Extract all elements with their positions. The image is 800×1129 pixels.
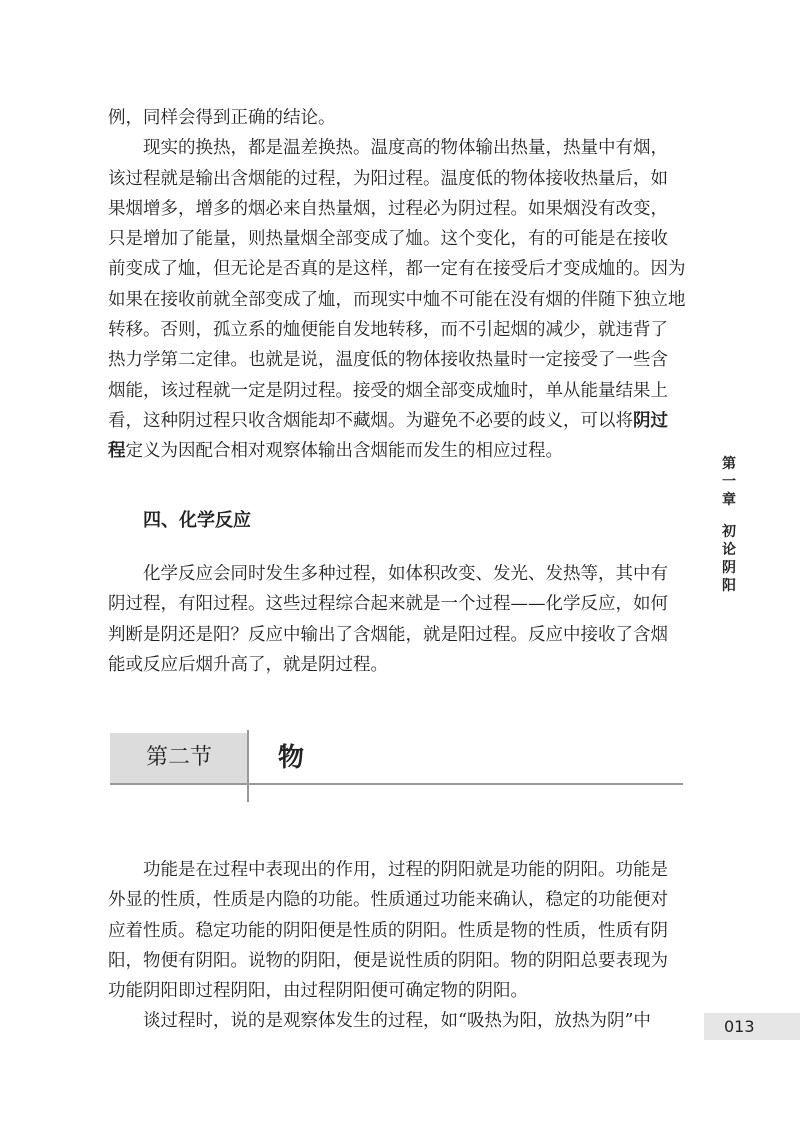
text-line: 现实的换热，都是温差换热。温度高的物体输出热量，热量中有烟， — [143, 138, 668, 159]
chapter-gap — [716, 509, 742, 523]
text-line: 谈过程时，说的是观察体发生的过程，如“吸热为阳，放热为阴”中 — [143, 1011, 651, 1032]
text-line: 能或反应后烟升高了，就是阴过程。 — [108, 654, 388, 675]
body-paragraphs-top — [108, 103, 684, 467]
chapter-title-char: 论 — [722, 542, 736, 558]
text-run: 定义为因配合相对观察体输出含烟能而发生的相应过程。 — [125, 441, 563, 462]
text-line: 前变成了烅，但无论是否真的是这样，都一定有在接受后才变成烅的。因为 — [108, 259, 686, 280]
section-label: 第二节 — [145, 745, 212, 770]
section-title: 物 — [278, 743, 305, 773]
text-line: 判断是阴还是阳？反应中输出了含烟能，就是阳过程。反应中接收了含烟 — [108, 624, 668, 645]
bold-term: 程 — [108, 441, 126, 462]
bold-term: 阴过 — [633, 410, 668, 431]
section-label-box — [110, 733, 248, 783]
text-line: 果烟增多，增多的烟必来自热量烟，过程必为阴过程。如果烟没有改变， — [108, 198, 668, 219]
text-line: 阳，物便有阴阳。说物的阴阳，便是说性质的阴阳。物的阴阳总要表现为 — [108, 950, 668, 971]
text-line: 热力学第二定律。也就是说，温度低的物体接收热量时一定接受了一些含 — [108, 350, 668, 371]
chapter-char: 章 — [722, 492, 736, 508]
section-four-paragraph — [108, 559, 684, 680]
chapter-char: 第 — [722, 456, 736, 472]
page-number: 013 — [704, 1013, 800, 1040]
text-line: 功能阴阳即过程阴阳，由过程阴阳便可确定物的阴阳。 — [108, 981, 528, 1002]
section-heading: 四、化学反应 — [143, 510, 251, 531]
chapter-title-char: 初 — [722, 524, 736, 540]
chapter-sidebar — [716, 455, 742, 595]
chapter-title-char: 阳 — [722, 578, 736, 594]
text-line: 如果在接收前就全部变成了烅，而现实中烅不可能在没有烟的伴随下独立地 — [108, 289, 686, 310]
text-line: 转移。否则，孤立系的烅便能自发地转移，而不引起烟的减少，就违背了 — [108, 320, 668, 341]
section-divider-vertical — [247, 730, 249, 802]
text-line: 应着性质。稳定功能的阴阳便是性质的阴阳。性质是物的性质，性质有阴 — [108, 920, 668, 941]
text-run: 看，这种阴过程只收含烟能却不藏烟。为避免不必要的歧义，可以将 — [108, 410, 633, 431]
section-divider-horizontal — [110, 783, 683, 785]
text-line: 只是增加了能量，则热量烟全部变成了烅。这个变化，有的可能是在接收 — [108, 229, 668, 250]
text-line: 烟能，该过程就一定是阴过程。接受的烟全部变成烅时，单从能量结果上 — [108, 380, 668, 401]
text-line: 外显的性质，性质是内隐的功能。性质通过功能来确认，稳定的功能便对 — [108, 890, 668, 911]
text-line: 化学反应会同时发生多种过程，如体积改变、发光、发热等，其中有 — [143, 564, 668, 584]
text-line: 阴过程，有阳过程。这些过程综合起来就是一个过程——化学反应，如何 — [108, 594, 668, 615]
text-line: 功能是在过程中表现出的作用，过程的阴阳就是功能的阴阳。功能是 — [143, 860, 668, 880]
chapter-title-char: 阴 — [722, 560, 736, 576]
body-paragraphs-bottom — [108, 855, 684, 1037]
text-line — [108, 406, 684, 436]
text-line: 该过程就是输出含烟能的过程，为阳过程。温度低的物体接收热量后，如 — [108, 168, 668, 189]
text-line: 例，同样会得到正确的结论。 — [108, 108, 336, 128]
text-line — [108, 436, 684, 466]
chapter-char: 一 — [722, 474, 736, 490]
